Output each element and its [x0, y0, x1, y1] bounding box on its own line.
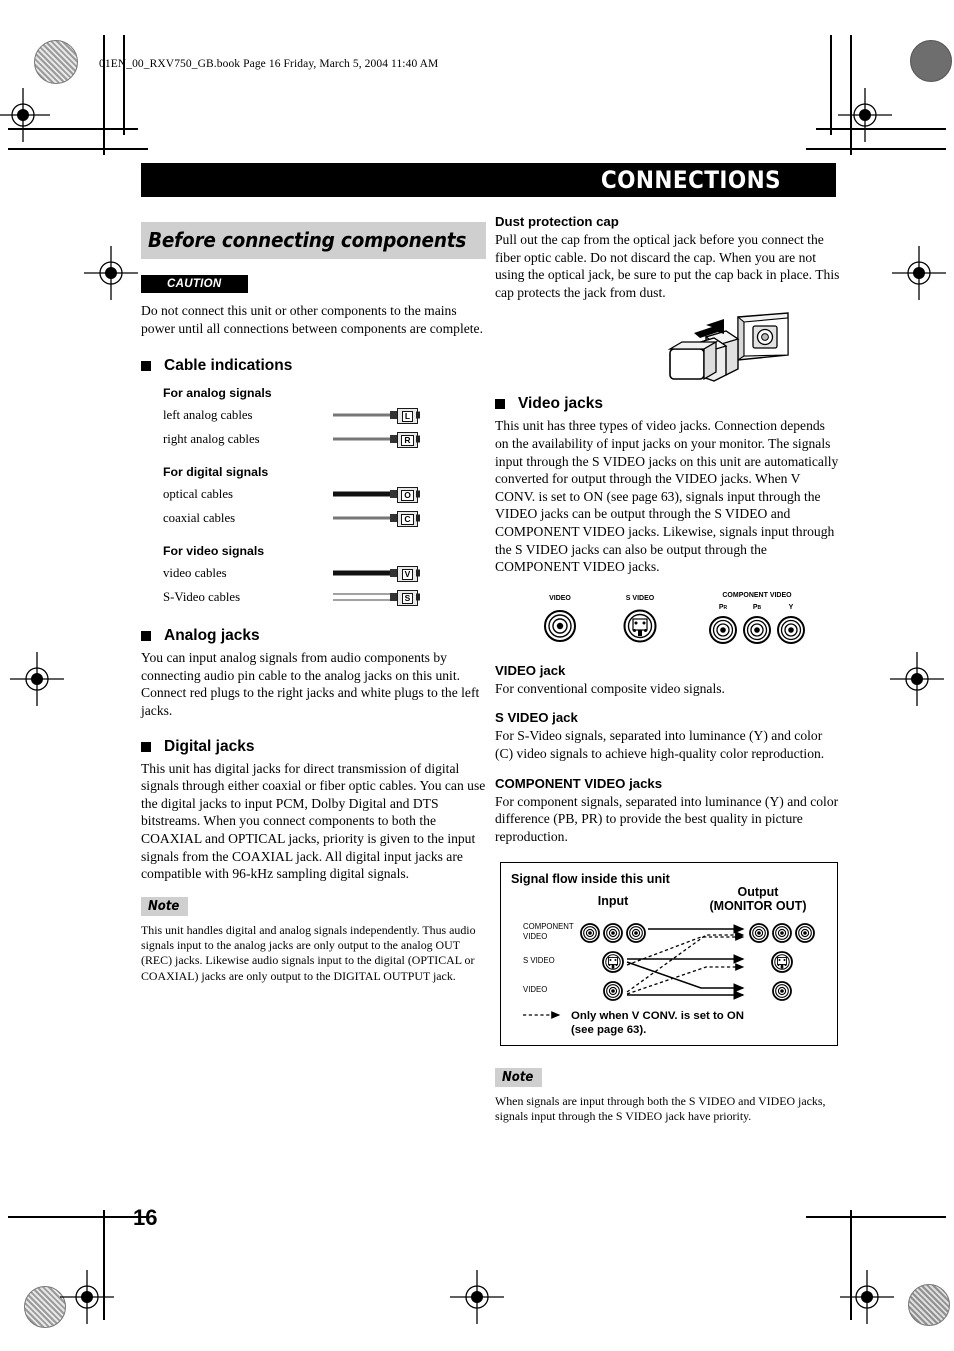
- registration-mark: [888, 650, 914, 676]
- right-column: [495, 214, 840, 845]
- heading-svideo-jack: S VIDEO jack: [495, 710, 578, 726]
- svideo-jack-text: For S-Video signals, separated into luminance (Y) and color (C) video signals to achieve high-quality color reproduction.: [495, 728, 825, 761]
- cable-row: [163, 482, 486, 506]
- note-badge: Note: [495, 1068, 542, 1087]
- registration-mark: [448, 1268, 474, 1294]
- bullet-square-icon: [141, 742, 151, 752]
- video-plug-v-icon: [333, 565, 419, 581]
- signal-flow-legend-2: (see page 63).: [571, 1024, 647, 1036]
- flow-path-dashed: [627, 935, 743, 994]
- video-jack-text: For conventional composite video signals.: [495, 680, 725, 696]
- cable-row: [163, 427, 486, 451]
- flow-input-video-jack: [604, 982, 622, 1000]
- rca-plug-r-icon: [333, 431, 419, 447]
- bottom-note-block: [495, 1068, 840, 1125]
- heading-label: Analog jacks: [164, 627, 260, 645]
- heading-video-jacks: [495, 395, 840, 413]
- flow-output-component-jacks: [750, 924, 814, 942]
- heading-dust-protection-cap: Dust protection cap: [495, 214, 619, 229]
- jack-label-pin-pb: PB: [752, 603, 762, 611]
- bullet-square-icon: [495, 399, 505, 409]
- caution-badge: CAUTION: [141, 275, 248, 293]
- signal-flow-diagram: [500, 862, 838, 1046]
- svideo-plug-s-icon: [333, 589, 419, 605]
- chapter-title-bar: [141, 163, 836, 197]
- signal-flow-legend-1: Only when V CONV. is set to ON: [571, 1010, 745, 1022]
- section-title: Before connecting components: [141, 222, 486, 259]
- cable-group-label: For digital signals: [163, 465, 269, 480]
- heading-label: Video jacks: [518, 395, 604, 413]
- optical-plug-o-icon: [333, 486, 419, 502]
- cable-label: right analog cables: [163, 431, 260, 446]
- cable-label: optical cables: [163, 486, 233, 501]
- flow-output-video-jack: [773, 982, 791, 1000]
- dust-cap-illustration: [495, 311, 840, 381]
- coaxial-plug-c-icon: [333, 510, 419, 526]
- caution-text: Do not connect this unit or other components to the mains power until all connections between components are complete.: [141, 303, 483, 336]
- cable-row: [163, 585, 486, 609]
- plug-code: S: [402, 593, 414, 604]
- file-header-line: 01EN_00_RXV750_GB.book Page 16 Friday, March 5, 2004 11:40 AM: [99, 58, 439, 70]
- registration-mark: [838, 1268, 864, 1294]
- plug-code: C: [401, 514, 413, 525]
- video-jacks-text: This unit has three types of video jacks. Connection depends on the availability of input jacks on your monitor. The signals input through the S VIDEO jacks on this unit are automatically converted for output through the VIDEO jacks. When V CONV. is set to ON (see page 63), signals input through the VIDEO jacks can be output through the S VIDEO and COMPONENT VIDEO jacks. Likewise, signals input through the S VIDEO jacks can also be output through the COMPONENT VIDEO jacks.: [495, 418, 839, 575]
- bullet-square-icon: [141, 631, 151, 641]
- jack-label-video: VIDEO: [549, 594, 571, 602]
- plug-code: L: [402, 411, 413, 422]
- signal-flow-title: Signal flow inside this unit: [511, 872, 670, 886]
- flow-input-svideo-jack: [603, 952, 623, 972]
- registration-mark: [0, 86, 20, 112]
- cable-label: coaxial cables: [163, 510, 236, 525]
- cable-group-label: For analog signals: [163, 386, 272, 401]
- heading-video-jack: VIDEO jack: [495, 662, 566, 678]
- cable-label: left analog cables: [163, 407, 253, 422]
- registration-mark: [836, 86, 862, 112]
- note-text: When signals are input through both the S VIDEO and VIDEO jacks, signals input through the S VIDEO jack have priority.: [495, 1094, 826, 1124]
- cable-group-video: [141, 544, 486, 609]
- note-badge: Note: [141, 897, 188, 916]
- signal-flow-output-label-1: Output: [737, 885, 779, 899]
- component-jack-text: For component signals, separated into luminance (Y) and color difference (PB, PR) to provide the best quality in picture reproduction.: [495, 793, 839, 844]
- dust-cap-text: Pull out the cap from the optical jack before you connect the fiber optic cable. Do not discard the cap. When you are not using the optical jack, be sure to put the cap back in place. This cap protects the jack from dust.: [495, 232, 840, 300]
- color-swatch-top-right: [910, 40, 952, 82]
- signal-flow-row-label: S VIDEO: [523, 956, 555, 965]
- plug-code: R: [401, 435, 413, 446]
- left-column: [141, 222, 486, 984]
- cable-row: [163, 403, 486, 427]
- cable-group-analog: [141, 386, 486, 451]
- bullet-square-icon: [141, 361, 151, 371]
- plug-code: O: [401, 490, 414, 501]
- signal-flow-row-label: VIDEO: [523, 932, 548, 941]
- cable-label: S-Video cables: [163, 589, 241, 604]
- heading-analog-jacks: [141, 627, 486, 645]
- registration-mark: [58, 1268, 84, 1294]
- signal-flow-output-label-2: (MONITOR OUT): [709, 899, 807, 913]
- note-text: This unit handles digital and analog signals independently. Thus audio signals input to the analog jacks are only output to the analog OUT (REC) jacks. Likewise audio signals input to the digital (OPTICAL or COAXIAL) jacks are only output to the DIGITAL OUTPUT jack.: [141, 922, 476, 983]
- analog-jacks-text: You can input analog signals from audio components by connecting audio pin cable to the analog jacks on this unit. Connect red plugs to the right jacks and white plugs to the left jacks.: [141, 650, 480, 718]
- jack-label-pin-pr: PR: [718, 603, 728, 611]
- cable-row: [163, 506, 486, 530]
- color-swatch-bottom-right: [908, 1284, 950, 1326]
- heading-component-jack: COMPONENT VIDEO jacks: [495, 775, 663, 791]
- chapter-title: CONNECTIONS: [600, 166, 781, 194]
- rca-plug-l-icon: [333, 407, 419, 423]
- registration-mark: [890, 244, 916, 270]
- cable-group-label: For video signals: [163, 544, 265, 559]
- heading-label: Cable indications: [164, 357, 293, 375]
- signal-flow-row-label: VIDEO: [523, 985, 548, 994]
- flow-path-solid: [627, 929, 743, 995]
- heading-label: Digital jacks: [164, 737, 255, 755]
- plug-code: V: [402, 569, 414, 580]
- heading-cable-indications: [141, 357, 486, 375]
- page-number: 16: [133, 1205, 158, 1230]
- flow-output-svideo-jack: [772, 952, 792, 972]
- cable-label: video cables: [163, 565, 227, 580]
- signal-flow-row-label: COMPONENT: [523, 922, 574, 931]
- heading-digital-jacks: [141, 738, 486, 756]
- flow-input-component-jacks: [581, 924, 645, 942]
- signal-flow-input-label: Input: [597, 894, 629, 908]
- jack-label-component: COMPONENT VIDEO: [722, 591, 792, 599]
- jack-label-svideo: S VIDEO: [625, 594, 655, 602]
- cable-group-digital: [141, 465, 486, 530]
- registration-mark: [82, 244, 108, 270]
- jack-panel-illustration: [495, 588, 840, 650]
- jack-label-pin-y: Y: [788, 603, 794, 611]
- cable-row: [163, 561, 486, 585]
- registration-mark: [8, 650, 34, 676]
- color-swatch-top-left: [34, 40, 78, 84]
- digital-jacks-text: This unit has digital jacks for direct transmission of digital signals through either coaxial or fiber optic cables. You can use the digital jacks to input PCM, Dolby Digital and DTS bitstreams. When you connect components to both the COAXIAL and OPTICAL jacks, priority is given to the input signals from the COAXIAL jack. All digital input jacks are compatible with 96-kHz sampling digital signals.: [141, 760, 486, 882]
